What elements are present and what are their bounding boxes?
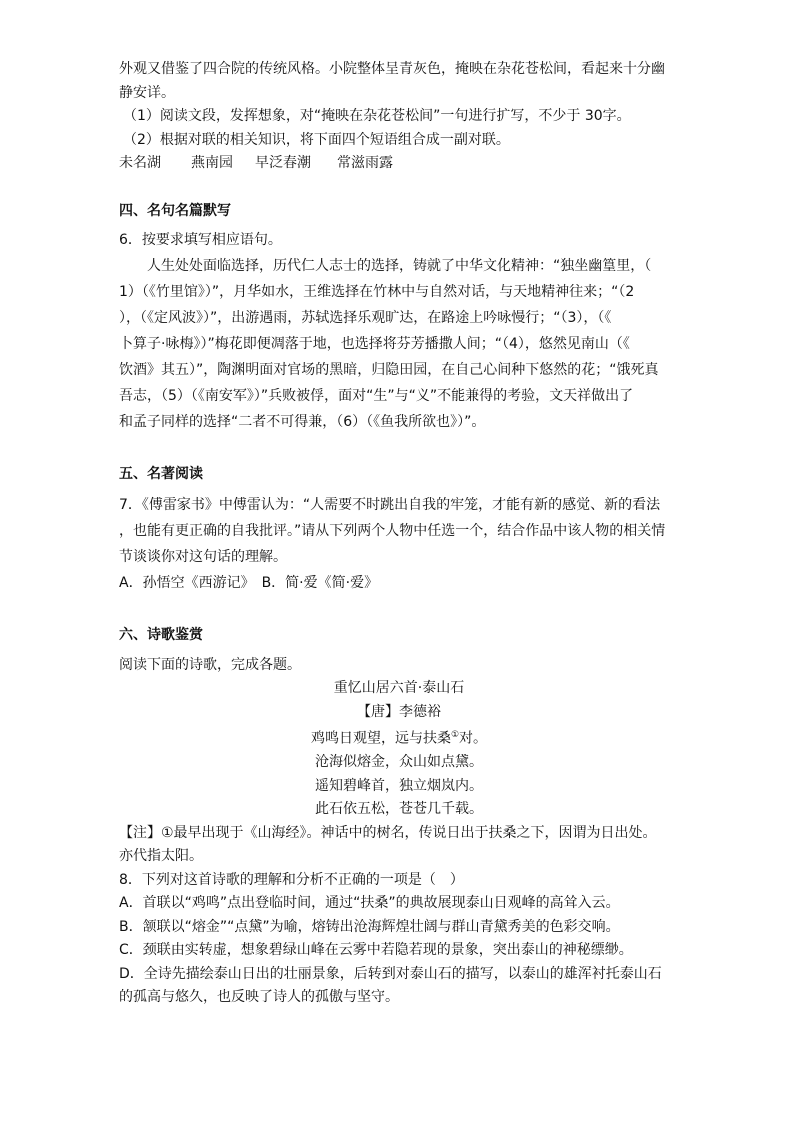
poem-author: 【唐】李德裕 (357, 703, 441, 720)
question-2: （2）根据对联的相关知识，将下面四个短语组合成一副对联。 (123, 131, 510, 148)
poem-line: 沧海似熔金，众山如点黛。 (315, 754, 483, 771)
paragraph-line: 节谈谈你对这句话的理解。 (119, 549, 287, 565)
option-d-continued: 的孤高与悠久，也反映了诗人的孤傲与坚守。 (119, 989, 399, 1006)
intro-block (119, 58, 679, 176)
option-b: B．颔联以“熔金”“点黛”为喻，熔铸出沧海辉煌壮阔与群山青黛秀美的色彩交响。 (119, 918, 620, 935)
question-1: （1）阅读文段，发挥想象，对“掩映在杂花苍松间”一句进行扩写，不少于 30字。 (123, 108, 631, 124)
phrase-list (119, 152, 679, 176)
section-6-block (119, 654, 679, 1010)
phrase: 燕南园 (191, 155, 233, 171)
section-4-block (119, 229, 679, 435)
section-heading: 五、名著阅读 (119, 465, 203, 482)
paragraph-line: 吾志，（5）（《南安军》）”兵败被俘，面对“生”与“义”不能兼得的考验，文天祥做出了 (119, 387, 634, 404)
section-5-block (119, 492, 679, 596)
section-heading: 六、诗歌鉴赏 (119, 627, 203, 643)
question-8: 8．下列对这首诗歌的理解和分析不正确的一项是（ ） (119, 871, 464, 888)
phrase: 未名湖 (119, 155, 161, 171)
footnote: 【注】①最早出现于《山海经》。神话中的树名，传说日出于扶桑之下，因谓为日出处。 (119, 824, 657, 841)
instruction: 阅读下面的诗歌，完成各题。 (119, 656, 301, 673)
footnote-marker: ① (450, 730, 460, 740)
document-page (119, 58, 679, 1010)
footnote: 亦代指太阳。 (119, 848, 203, 865)
paragraph-line: 外观又借鉴了四合院的传统风格。小院整体呈青灰色，掩映在杂花苍松间，看起来十分幽 (119, 61, 665, 77)
question-title: 6．按要求填写相应语句。 (119, 232, 282, 248)
paragraph-line: 卜算子·咏梅》）”梅花即便凋落于地，也选择将芬芳播撒人间；“（4），悠然见南山（《 (119, 335, 630, 352)
option-a: A．首联以“鸡鸣”点出登临时间，通过“扶桑”的典故展现泰山日观峰的高耸入云。 (119, 895, 620, 912)
phrase: 早泛春潮 (255, 155, 311, 171)
option-d: D．全诗先描绘泰山日出的壮丽景象，后转到对泰山石的描写，以泰山的雄浑衬托泰山石 (119, 965, 662, 982)
poem-line: 鸡鸣日观望，远与扶桑①对。 (310, 730, 488, 747)
paragraph-line: 1）（《竹里馆》）”，月华如水，王维选择在竹林中与自然对话，与天地精神往来；“（2 (119, 283, 635, 300)
option-c: C．颈联由实转虚，想象碧绿山峰在云雾中若隐若现的景象，突出泰山的神秘缥缈。 (119, 942, 633, 959)
section-heading: 四、名句名篇默写 (119, 202, 231, 219)
phrase: 常滋雨露 (337, 155, 393, 171)
poem-line: 遥知碧峰首，独立烟岚内。 (315, 777, 483, 794)
paragraph-line: ），（《定风波》）”，出游遇雨，苏轼选择乐观旷达，在路途上吟咏慢行；“（3），（《 (119, 309, 612, 326)
paragraph-line: 静安详。 (119, 84, 175, 101)
answer-options: A．孙悟空《西游记》 B．简·爱《简·爱》 (119, 575, 379, 591)
paragraph-line: 饮酒》其五）”，陶渊明面对官场的黑暗，归隐田园，在自己心间种下悠然的花；“饿死真 (119, 361, 659, 378)
paragraph-line: 7．《傅雷家书》中傅雷认为：“人需要不时跳出自我的牢笼，才能有新的感觉、新的看法 (119, 497, 661, 513)
poem-title: 重忆山居六首·泰山石 (333, 680, 465, 696)
poem-line: 此石依五松，苍苍几千载。 (315, 801, 483, 818)
paragraph-line: ，也能有更正确的自我批评。”请从下列两个人物中任选一个，结合作品中该人物的相关情 (119, 523, 666, 539)
paragraph-line: 和孟子同样的选择“二者不可得兼，（6）（《鱼我所欲也》）”。 (119, 413, 486, 430)
paragraph-line: 人生处处面临选择，历代仁人志士的选择，铸就了中华文化精神：“独坐幽篁里，（ (147, 257, 652, 274)
